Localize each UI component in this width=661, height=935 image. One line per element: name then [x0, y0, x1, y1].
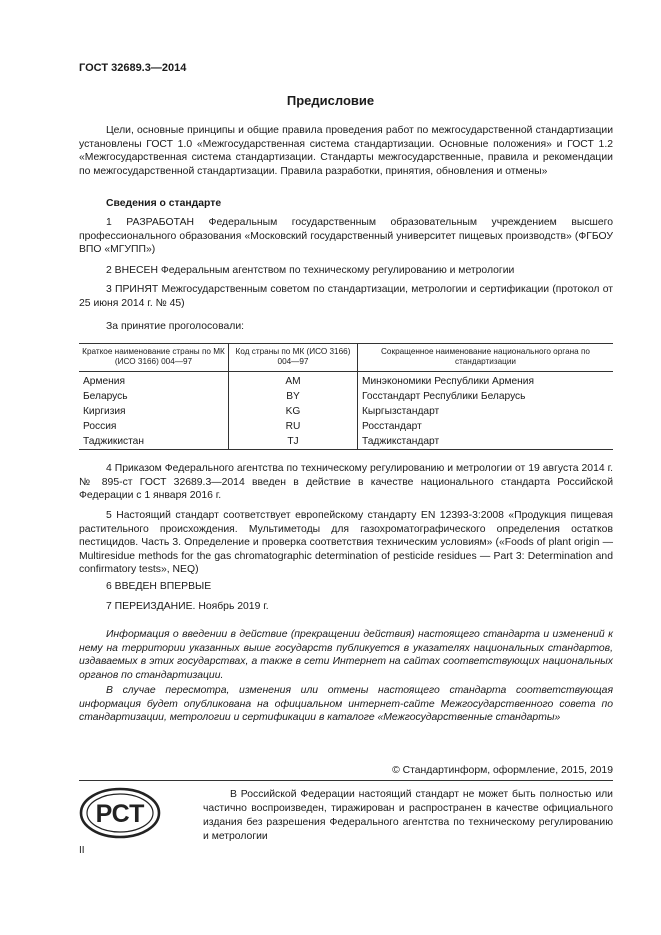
table-header-code: Код страны по МК (ИСО 3166) 004—97 — [229, 344, 358, 372]
rst-mark-letters: РСТ — [95, 800, 145, 828]
item-reissue: 7 ПЕРЕИЗДАНИЕ. Ноябрь 2019 г. — [106, 601, 269, 612]
divider — [79, 780, 613, 781]
table-cell-country: Россия — [83, 421, 117, 432]
table-header-body: Сокращенное наименование национального органа по стандартизации — [358, 344, 614, 372]
item-developed: 1 РАЗРАБОТАН Федеральным государственным образовательным учреждением высшего профессионального образования «Московский государственный университет пищевых производств» (ФГБОУ ВПО «МГУПП») — [79, 217, 613, 255]
table-cell-body: Госстандарт Республики Беларусь — [358, 389, 614, 404]
table-cell-body: Кыргызстандарт — [358, 404, 614, 419]
table-cell-country: Киргизия — [83, 406, 126, 417]
item-first: 6 ВВЕДЕН ВПЕРВЫЕ — [106, 581, 212, 592]
table-cell-body: Минэкономики Республики Армения — [358, 372, 614, 390]
copyright-line: © Стандартинформ, оформление, 2015, 2019 — [392, 765, 613, 776]
page-number: II — [79, 845, 85, 856]
table-cell-body: Таджикстандарт — [358, 434, 614, 450]
table-header-row — [79, 344, 613, 372]
table-row — [79, 404, 613, 419]
rst-mark-icon — [79, 787, 161, 839]
info-paragraph-1: Информация о введении в действие (прекращении действия) настоящего стандарта и изменений к нему на территории указанных выше государств публикуется в указателях национальных стандартов, издаваемых в этих государствах, а также в сети Интернет на сайтах соответствующих национальных органов по стандартизации. — [79, 629, 613, 681]
intro-paragraph: Цели, основные принципы и общие правила проведения работ по межгосударственной стандартизации установлены ГОСТ 1.0 «Межгосударственная система стандартизации. Основные положения» и ГОСТ 1.2 «Межгосударственная система стандартизации. Стандарты межгосударственные, правила и рекомендации по межгосударственной стандартизации. Правила разработки, принятия, обновления и отмены» — [79, 125, 613, 177]
table-row — [79, 419, 613, 434]
table-header-country: Краткое наименование страны по МК (ИСО 3166) 004—97 — [79, 344, 229, 372]
table-cell-country: Беларусь — [83, 391, 128, 402]
table-row — [79, 434, 613, 450]
table-cell-country: Таджикистан — [79, 434, 229, 450]
table-cell-code: RU — [229, 419, 358, 434]
table-row — [79, 389, 613, 404]
table-row — [79, 372, 613, 390]
table-cell-code: KG — [229, 404, 358, 419]
voting-table — [79, 343, 613, 450]
copyright-notice: В Российской Федерации настоящий стандарт не может быть полностью или частично воспроизведен, тиражирован и распространен в качестве официального издания без разрешения Федерального агентства по техническому регулированию и метрологии — [203, 789, 613, 842]
table-cell-code: TJ — [229, 434, 358, 450]
table-cell-body: Росстандарт — [358, 419, 614, 434]
item-conformity: 5 Настоящий стандарт соответствует европейскому стандарту EN 12393-3:2008 «Продукция пищевая растительного происхождения. Мультиметоды для газохроматографического определения остатков пестицидов. Часть 3. Определение и проверка соответствия техническим условиям» («Foods of plant origin — Multiresidue methods for the gas chromatographic determination of pesticide residues — Part 3: Determination and confirmatory tests», NEQ) — [79, 510, 613, 575]
item-order: 4 Приказом Федерального агентства по техническому регулированию и метрологии от 19 августа 2014 г. № 895-ст ГОСТ 32689.3—2014 введен в действие в качестве национального стандарта Российской Федерации с 1 января 2016 г. — [79, 463, 613, 501]
item-adopted: 3 ПРИНЯТ Межгосударственным советом по стандартизации, метрологии и сертификации (протокол от 25 июня 2014 г. № 45) — [79, 284, 613, 309]
table-cell-code: AM — [229, 372, 358, 390]
table-cell-country: Армения — [83, 376, 125, 387]
table-cell-code: BY — [229, 389, 358, 404]
page-title: Предисловие — [286, 93, 375, 108]
voted-intro: За принятие проголосовали: — [106, 321, 245, 332]
info-paragraph-2: В случае пересмотра, изменения или отмены настоящего стандарта соответствующая информация будет опубликована на официальном интернет-сайте Межгосударственного совета по стандартизации, метрологии и сертификации в каталоге «Межгосударственные стандарты» — [79, 685, 613, 723]
document-code-header: ГОСТ 32689.3—2014 — [79, 62, 187, 74]
section-subtitle: Сведения о стандарте — [106, 198, 222, 209]
item-introduced: 2 ВНЕСЕН Федеральным агентством по техническому регулированию и метрологии — [106, 265, 515, 276]
